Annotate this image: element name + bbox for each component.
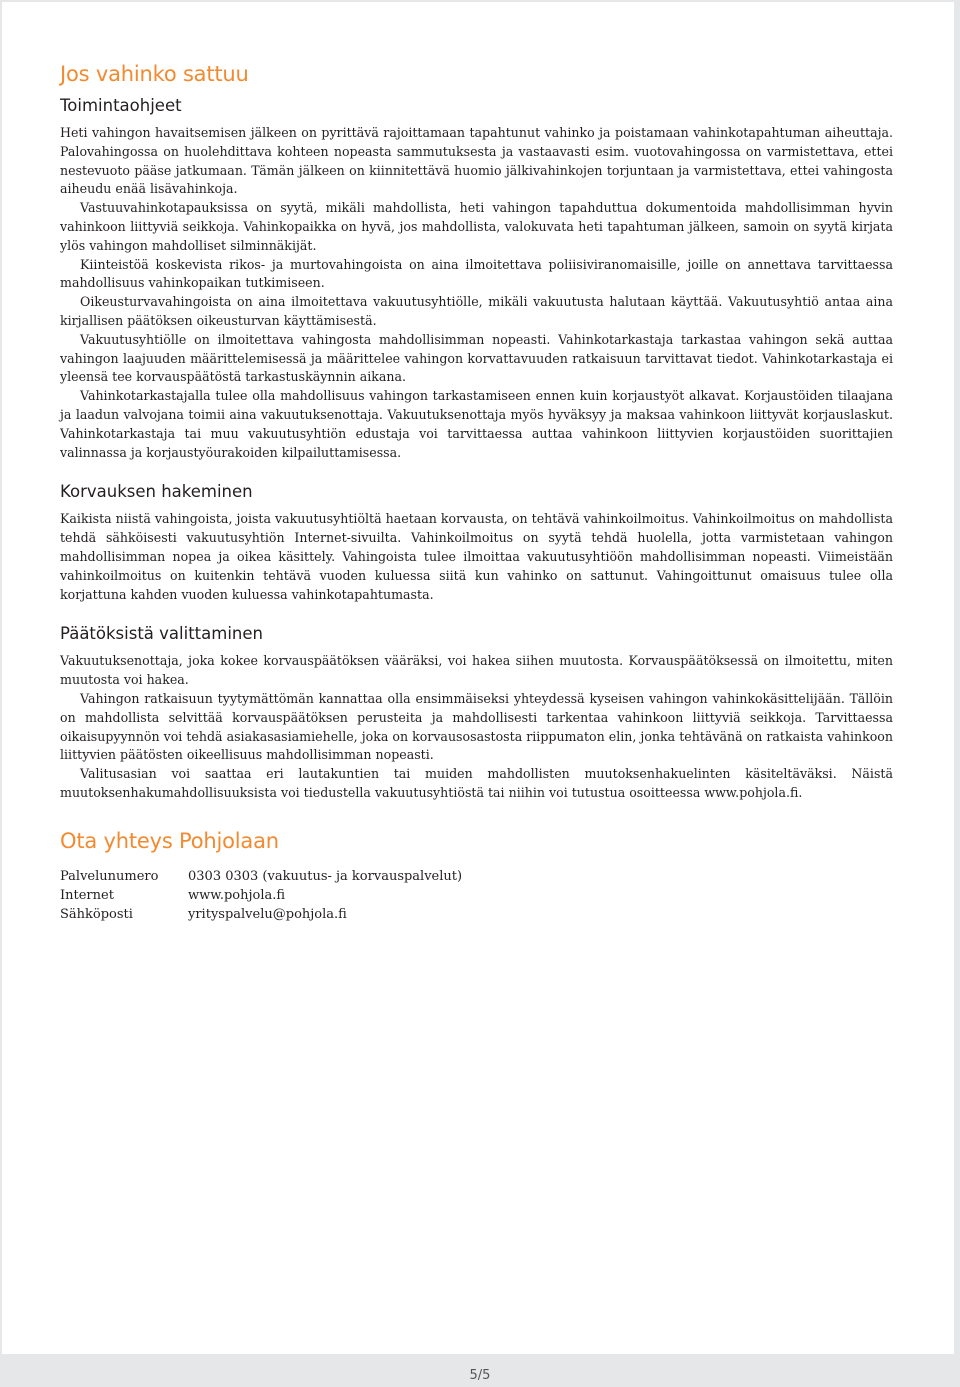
paragraph: Heti vahingon havaitsemisen jälkeen on pyrittävä rajoittamaan tapahtunut vahinko ja poistamaan vahinkotapahtuman aiheuttaja. Palovahingossa on huolehdittava kohteen nopeasta sammutuksesta ja vastaavasti esim. vuotovahingossa on varmistettava, ettei nestevuoto pääse jatkumaan. Tämän jälkeen on kiinnitettävä huomio jälkivahinkojen torjuntaan ja varmistettava, ettei vahingosta aiheudu enää lisävahinkoja. bbox=[60, 125, 893, 197]
contact-value: 0303 0303 (vakuutus- ja korvauspalvelut) bbox=[188, 868, 463, 884]
section-heading: Korvauksen hakeminen bbox=[60, 482, 253, 502]
document-page bbox=[2, 2, 954, 1354]
contact-label: Internet bbox=[60, 887, 114, 903]
contact-label: Palvelunumero bbox=[60, 868, 159, 884]
paragraph: Vahingon ratkaisuun tyytymättömän kannattaa olla ensimmäiseksi yhteydessä kyseisen vahingon vahinkokäsittelijään. Tällöin on mahdollista selvittää korvauspäätöksen perusteita ja mahdollisesti tarkentaa vahinkoon liittyviä seikkoja. Tarvittaessa oikaisupyynnön voi tehdä asiakasasiamiehelle, joka on korvausosastosta riippumaton elin, jonka tehtävänä on ratkaista vahinkoon liittyvien päätösten oikeellisuus mahdollisimman nopeasti. bbox=[60, 690, 893, 763]
paragraph: Vastuuvahinkotapauksissa on syytä, mikäli mahdollista, heti vahingon tapahduttua dokumentoida mahdollisimman hyvin vahinkoon liittyviä seikkoja. Vahinkopaikka on hyvä, jos mahdollista, valokuvata heti tapahtuman jälkeen, samoin on syytä kirjata ylös vahingon mahdolliset silminnäkijät. bbox=[60, 200, 893, 253]
main-title: Jos vahinko sattuu bbox=[60, 62, 249, 86]
paragraph: Vakuutusyhtiölle on ilmoitettava vahingosta mahdollisimman nopeasti. Vahinkotarkastaja tarkastaa vahingon sekä auttaa vahingon laajuuden määrittelemisessä ja määrittelee vahingon korvattavuuden ratkaisuun tarvittavat tiedot. Vahinkotarkastaja ei yleensä tee korvauspäätöstä tarkastuskäynnin aikana. bbox=[60, 331, 893, 385]
page-content bbox=[60, 62, 893, 926]
section-korvauksen-hakeminen bbox=[60, 482, 893, 604]
contact-table bbox=[60, 869, 462, 926]
paragraph: Vahinkotarkastajalla tulee olla mahdollisuus vahingon tarkastamiseen ennen kuin korjaustyöt alkavat. Korjaustöiden tilaajana ja laadun valvojana toimii aina vakuutuksenottaja. Vakuutuksenottaja myös hyväksyy ja maksaa vahinkoon liittyvät korjauslaskut. Vahinkotarkastaja tai muu vakuutusyhtiön edustaja voi tarvittaessa auttaa vahinkoon liittyvien korjaustöiden suorittajien valinnassa ja korjaustyöurakoiden kilpailuttamisessa. bbox=[60, 388, 893, 460]
contact-row bbox=[60, 869, 462, 888]
contact-value: yrityspalvelu@pohjola.fi bbox=[188, 906, 347, 922]
page-number: 5/5 bbox=[469, 1368, 491, 1383]
contact-value: www.pohjola.fi bbox=[188, 887, 286, 903]
contact-title: Ota yhteys Pohjolaan bbox=[60, 828, 279, 853]
paragraph: Kiinteistöä koskevista rikos- ja murtovahingoista on aina ilmoitettava poliisiviranomaisille, joille on annettava tarvittaessa mahdollisuus vahinkopaikan tutkimiseen. bbox=[60, 256, 893, 291]
contact-label: Sähköposti bbox=[60, 906, 133, 922]
section-heading: Päätöksistä valittaminen bbox=[60, 624, 263, 644]
paragraph: Vakuutuksenottaja, joka kokee korvauspäätöksen vääräksi, voi hakea siihen muutosta. Korvauspäätöksessä on ilmoitettu, miten muutosta voi hakea. bbox=[60, 653, 893, 688]
section-paatoksista-valittaminen bbox=[60, 624, 893, 802]
contact-row bbox=[60, 907, 462, 926]
paragraph: Oikeusturvavahingoista on aina ilmoitettava vakuutusyhtiölle, mikäli vakuutusta halutaan käyttää. Vakuutusyhtiö antaa aina kirjallisen päätöksen oikeusturvan käyttämisestä. bbox=[60, 294, 893, 328]
section-toimintaohjeet bbox=[60, 96, 893, 462]
section-heading: Toimintaohjeet bbox=[60, 96, 182, 115]
paragraph: Valitusasian voi saattaa eri lautakuntien tai muiden mahdollisten muutoksenhakuelinten käsiteltäväksi. Näistä muutoksenhakumahdollisuuksista voi tiedustella vakuutusyhtiöstä tai niihin voi tutustua osoitteessa www.pohjola.fi. bbox=[60, 766, 893, 800]
contact-row bbox=[60, 888, 462, 907]
paragraph: Kaikista niistä vahingoista, joista vakuutusyhtiöltä haetaan korvausta, on tehtävä vahinkoilmoitus. Vahinkoilmoitus on mahdollista tehdä sähköisesti vakuutusyhtiön Internet-sivuilta. Vahinkoilmoitus on syytä tehdä huolella, jotta varmistetaan vahingon mahdollisimman nopea ja oikea käsittely. Vahingoista tulee ilmoittaa vakuutusyhtiöön mahdollisimman nopeasti. Viimeistään vahinkoilmoitus on kuitenkin tehtävä vuoden kuluessa siitä kun vahinko on sattunut. Vahingoittunut omaisuus tulee olla korjattuna kahden vuoden kuluessa vahinkotapahtumasta. bbox=[60, 511, 893, 602]
